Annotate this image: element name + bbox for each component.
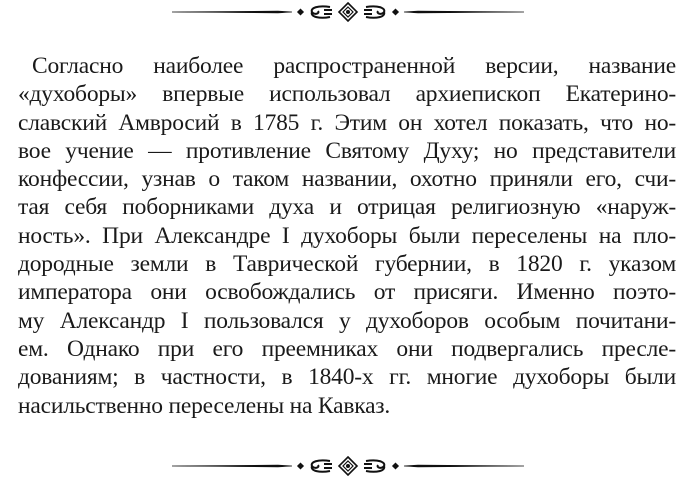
text-line: му Александр I пользовался у духоборов особым почитани- — [18, 307, 676, 334]
text-line: ем. Однако при его преемниках они подвергались пресле- — [18, 335, 676, 362]
text-line: дородные земли в Таврической губернии, в 1820 г. указом — [18, 251, 676, 278]
text-line: ность». При Александре I духоборы были переселены на пло- — [18, 222, 676, 249]
text-line: насильственно переселены на Кавказ. — [18, 392, 391, 419]
text-line: тая себя поборниками духа и отрицая религиозную «наруж- — [18, 194, 676, 221]
text-line: Согласно наиболее распространенной версии, название — [32, 53, 676, 79]
text-line: славский Амвросий в 1785 г. Этим он хотел показать, что но- — [18, 109, 676, 136]
text-line: конфессии, узнав о таком названии, охотно приняли его, счи- — [18, 166, 676, 193]
text-line: дованиям; в частности, в 1840-х гг. многие духоборы были — [18, 364, 676, 391]
text-line: вое учение — противление Святому Духу; но представители — [18, 137, 676, 164]
bottom-ornament-divider — [168, 456, 528, 476]
text-line: «духоборы» впервые использовал архиепископ Екатерино- — [18, 81, 676, 108]
text-line: императора они освобождались от присяги. Именно поэто- — [18, 279, 676, 306]
body-paragraph — [18, 52, 676, 420]
top-ornament-divider — [168, 2, 528, 22]
